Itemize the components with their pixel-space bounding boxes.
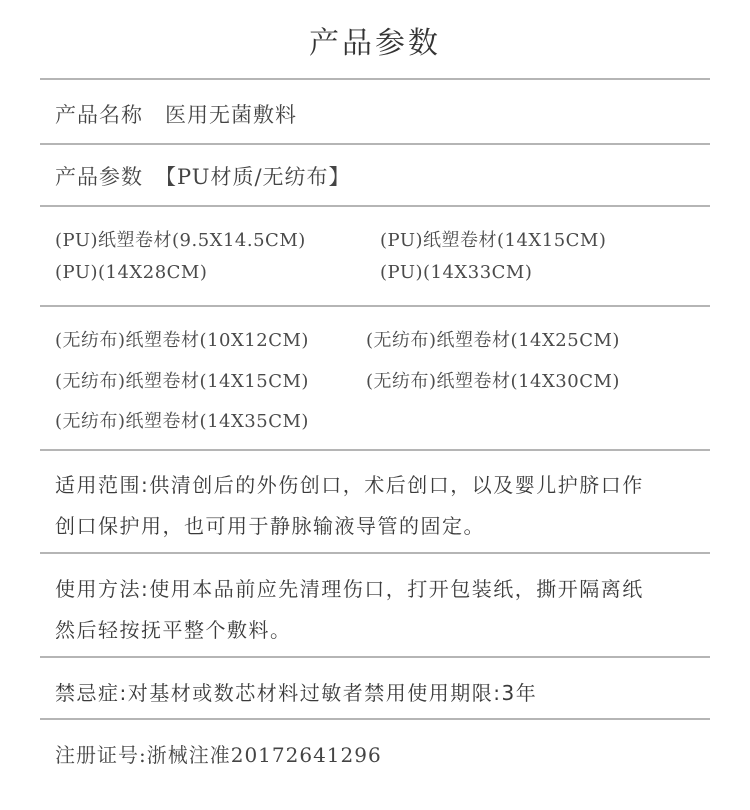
divider — [40, 449, 710, 451]
pu-item: (PU)(14X33CM) — [380, 262, 533, 283]
product-param-label: 产品参数 — [55, 165, 143, 189]
pu-item: (PU)纸塑卷材(14X15CM) — [380, 230, 607, 251]
divider — [40, 718, 710, 720]
divider — [40, 305, 710, 307]
contraindication-text: 禁忌症:对基材或数芯材料过敏者禁用使用期限:3年 — [55, 681, 538, 705]
product-name-value: 医用无菌敷料 — [165, 103, 297, 127]
usage-text-line: 然后轻按抚平整个敷料。 — [55, 618, 292, 642]
divider — [40, 552, 710, 554]
product-name-row — [55, 99, 297, 129]
product-name-label: 产品名称 — [55, 103, 143, 127]
nonwoven-item: (无纺布)纸塑卷材(14X30CM) — [366, 371, 620, 392]
usage-text-line: 使用方法:使用本品前应先清理伤口，打开包装纸，撕开隔离纸 — [55, 577, 644, 601]
page-title: 产品参数 — [309, 26, 441, 61]
nonwoven-item: (无纺布)纸塑卷材(14X15CM) — [55, 371, 309, 392]
nonwoven-item: (无纺布)纸塑卷材(14X25CM) — [366, 330, 620, 351]
nonwoven-item: (无纺布)纸塑卷材(14X35CM) — [55, 411, 309, 432]
divider — [40, 78, 710, 80]
pu-item: (PU)纸塑卷材(9.5X14.5CM) — [55, 230, 306, 251]
product-param-value: 【PU材质/无纺布】 — [155, 165, 351, 189]
scope-text-line: 适用范围:供清创后的外伤创口，术后创口，以及婴儿护脐口作 — [55, 473, 644, 497]
pu-item: (PU)(14X28CM) — [55, 262, 208, 283]
divider — [40, 143, 710, 145]
divider — [40, 656, 710, 658]
nonwoven-item: (无纺布)纸塑卷材(10X12CM) — [55, 330, 309, 351]
registration-number: 注册证号:浙械注准20172641296 — [55, 743, 382, 767]
divider — [40, 205, 710, 207]
product-param-row — [55, 161, 351, 191]
scope-text-line: 创口保护用，也可用于静脉输液导管的固定。 — [55, 514, 485, 538]
